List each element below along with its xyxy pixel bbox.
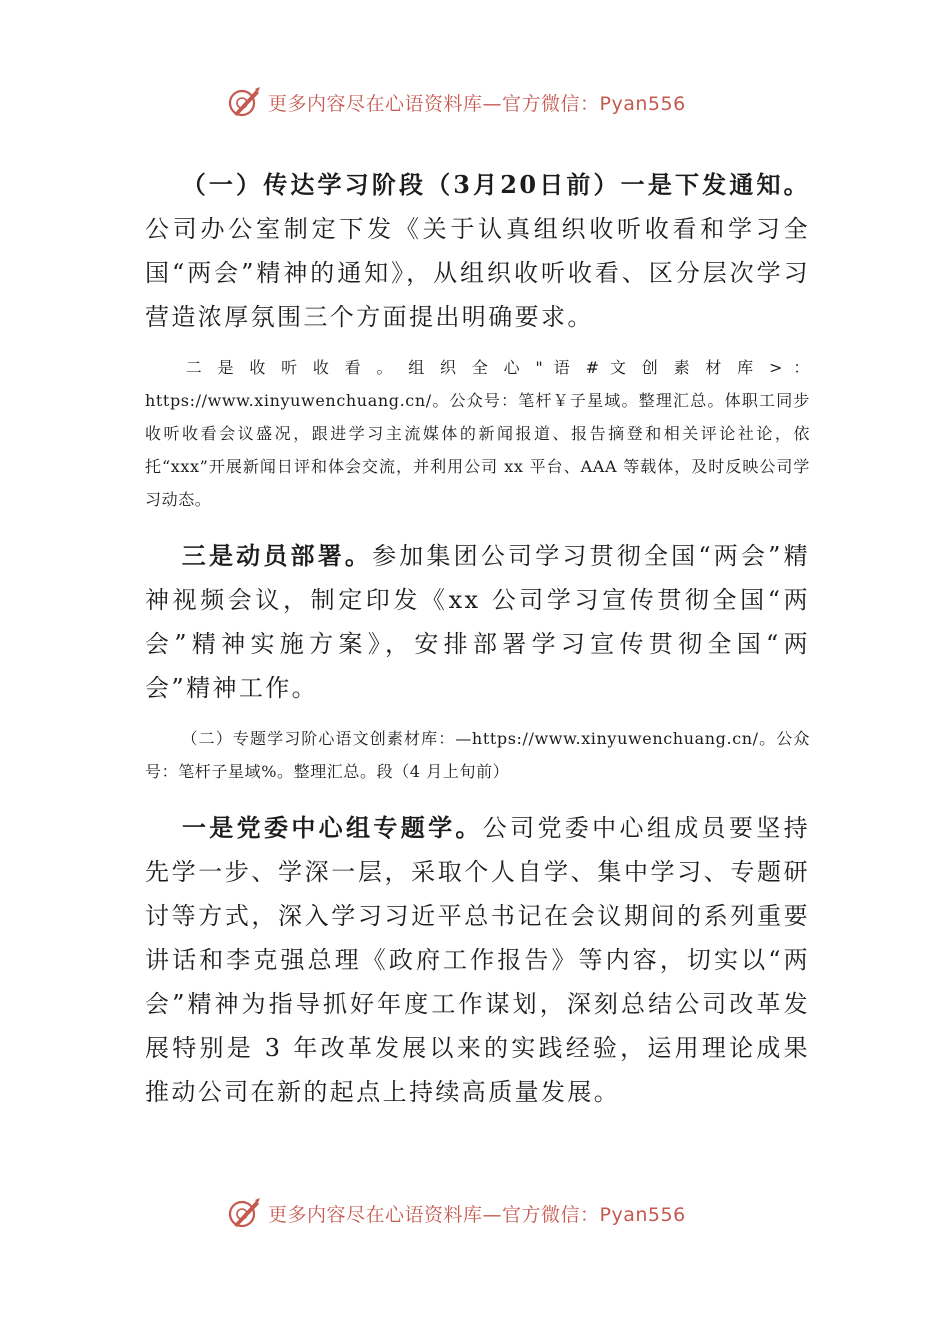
paragraph-3-lead: 三是动员部署。	[181, 541, 373, 570]
banner-text: 更多内容尽在心语资料库—官方微信：	[268, 92, 600, 115]
paragraph-5-body: 公司党委中心组成员要坚持先学一步、学深一层，采取个人自学、集中学习、专题研讨等方式，深入学习习近平总书记在会议期间的系列重要讲话和李克强总理《政府工作报告》等内容，切实以“两会”精神为指导抓好年度工作谋划，深刻总结公司改革发展特别是 3 年改革发展以来的实践经验，运用理论成果推动公司在新的起点上持续高质量发展。	[145, 814, 810, 1106]
pen-logo-icon	[226, 1195, 262, 1231]
paragraph-2	[145, 351, 810, 516]
paragraph-5-lead: 一是党委中心组专题学。	[181, 813, 483, 842]
banner-text: 更多内容尽在心语资料库—官方微信：	[268, 1203, 600, 1226]
paragraph-3	[145, 534, 810, 710]
paragraph-1-body: 公司办公室制定下发《关于认真组织收听收看和学习全国“两会”精神的通知》，从组织收听收看、区分层次学习营造浓厚氛围三个方面提出明确要求。	[145, 215, 810, 331]
paragraph-1	[145, 163, 810, 339]
paragraph-3-body: 参加集团公司学习贯彻全国“两会”精神视频会议，制定印发《xx 公司学习宣传贯彻全国“两会”精神实施方案》，安排部署学习宣传贯彻全国“两会”精神工作。	[145, 542, 810, 702]
paragraph-4-body: （二）专题学习阶心语文创素材库：—https://www.xinyuwenchuang.cn/。公众号：笔杆子星域%。整理汇总。段（4 月上旬前）	[145, 729, 810, 781]
banner-wechat-id: Pyan556	[599, 1203, 686, 1226]
paragraph-4	[145, 722, 810, 788]
footer-banner	[226, 1195, 746, 1231]
header-banner	[226, 84, 746, 120]
paragraph-2-body: 二 是 收 听 收 看 。 组 织 全 心 " 语 # 文 创 素 材 库 > ： https://www.xinyuwenchuang.cn/。公众号：笔杆￥子星域。整理汇总。体职工同步收听收看会议盛况，跟进学习主流媒体的新闻报道、报告摘登和相关评论社论，依托“xxx”开展新闻日评和体会交流，并利用公司 xx 平台、AAA 等载体，及时反映公司学习动态。	[145, 358, 810, 509]
paragraph-5	[145, 806, 810, 1114]
paragraph-1-lead: （一）传达学习阶段（3月20日前）一是下发通知。	[181, 170, 810, 199]
banner-wechat-id: Pyan556	[599, 92, 686, 115]
pen-logo-icon	[226, 84, 262, 120]
